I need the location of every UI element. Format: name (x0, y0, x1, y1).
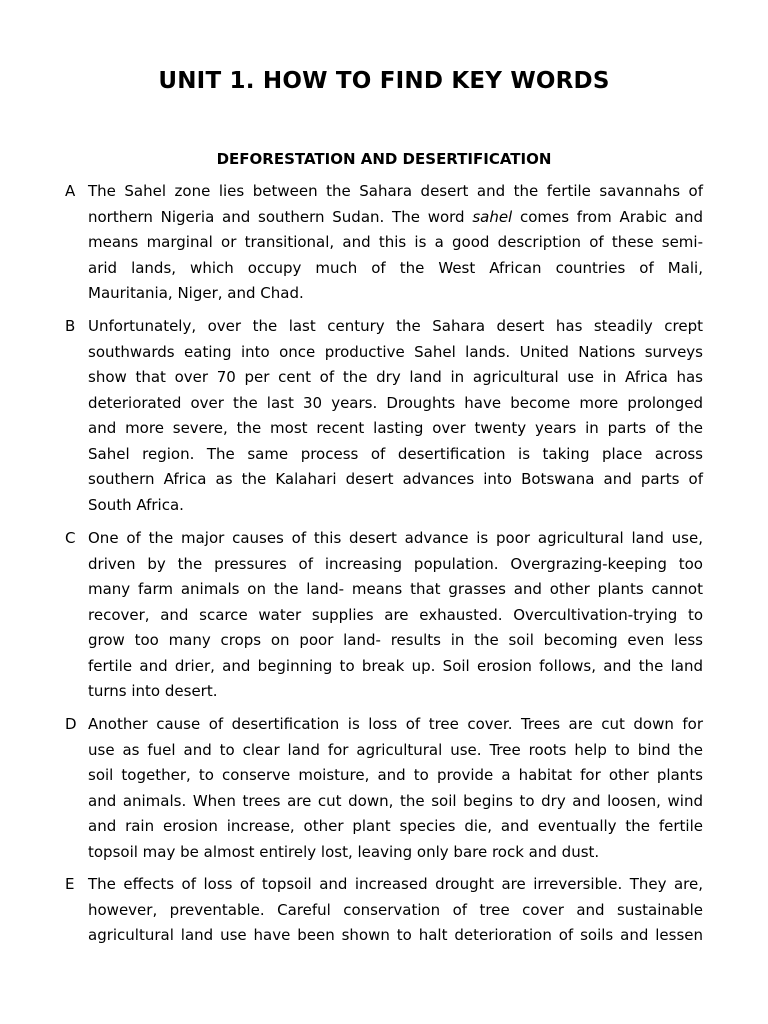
text-line: turns into desert. (88, 682, 218, 700)
paragraph-b (65, 314, 703, 518)
paragraph-text (88, 872, 703, 949)
text-line: The Sahel zone lies between the Sahara desert and the fertile savannahs of (88, 182, 703, 200)
paragraph-text (88, 712, 703, 865)
paragraph-d (65, 712, 703, 865)
text-line: Another cause of desertification is loss of tree cover. Trees are cut down for (88, 715, 703, 733)
text-line: many farm animals on the land- means that grasses and other plants cannot (88, 580, 703, 598)
text-line: topsoil may be almost entirely lost, leaving only bare rock and dust. (88, 842, 600, 861)
paragraph-text (88, 179, 703, 307)
text-line: deteriorated over the last 30 years. Droughts have become more prolonged (88, 393, 703, 412)
text-line: One of the major causes of this desert advance is poor agricultural land use, (88, 529, 703, 547)
text-line (88, 205, 703, 231)
text-line: agricultural land use have been shown to halt deterioration of soils and lessen (88, 926, 703, 944)
text-segment: comes from Arabic and (512, 207, 703, 226)
text-line: arid lands, which occupy much of the West African countries of Mali, (88, 258, 703, 277)
text-line: and animals. When trees are cut down, the soil begins to dry and loosen, wind (88, 791, 703, 810)
text-line: use as fuel and to clear land for agricultural use. Tree roots help to bind the (88, 740, 703, 759)
text-line: and rain erosion increase, other plant species die, and eventually the fertile (88, 817, 703, 835)
text-line: however, preventable. Careful conservation of tree cover and sustainable (88, 900, 703, 919)
paragraph-e (65, 872, 703, 949)
text-line: South Africa. (88, 495, 184, 514)
paragraph-text (88, 526, 703, 705)
text-line: fertile and drier, and beginning to break up. Soil erosion follows, and the land (88, 656, 703, 675)
paragraph-letter: A (65, 182, 76, 200)
paragraph-a (65, 179, 703, 307)
text-line: grow too many crops on poor land- results in the soil becoming even less (88, 631, 703, 649)
text-segment: northern Nigeria and southern Sudan. The word (88, 207, 473, 226)
paragraph-text (88, 314, 703, 518)
paragraph-letter: B (65, 317, 76, 335)
text-line: Unfortunately, over the last century the Sahara desert has steadily crept (88, 317, 703, 335)
text-line: southern Africa as the Kalahari desert advances into Botswana and parts of (88, 470, 703, 488)
text-line: means marginal or transitional, and this is a good description of these semi- (88, 233, 703, 251)
italic-term: sahel (472, 207, 513, 226)
paragraph-c (65, 526, 703, 705)
paragraph-letter: D (65, 715, 77, 733)
text-line: southwards eating into once productive Sahel lands. United Nations surveys (88, 342, 703, 361)
paragraph-letter: E (65, 875, 75, 893)
text-line: Sahel region. The same process of desertification is taking place across (88, 444, 703, 463)
text-line: The effects of loss of topsoil and increased drought are irreversible. They are, (88, 875, 703, 893)
text-line: and more severe, the most recent lasting over twenty years in parts of the (88, 419, 703, 437)
text-line: show that over 70 per cent of the dry land in agricultural use in Africa has (88, 368, 703, 386)
text-line: recover, and scarce water supplies are exhausted. Overcultivation-trying to (88, 605, 703, 624)
text-line: soil together, to conserve moisture, and to provide a habitat for other plants (88, 766, 703, 784)
unit-title: UNIT 1. HOW TO FIND KEY WORDS (158, 68, 610, 94)
text-line: Mauritania, Niger, and Chad. (88, 284, 304, 302)
text-line: driven by the pressures of increasing population. Overgrazing-keeping too (88, 554, 703, 573)
paragraph-letter: C (65, 529, 76, 547)
section-title: DEFORESTATION AND DESERTIFICATION (216, 150, 552, 168)
